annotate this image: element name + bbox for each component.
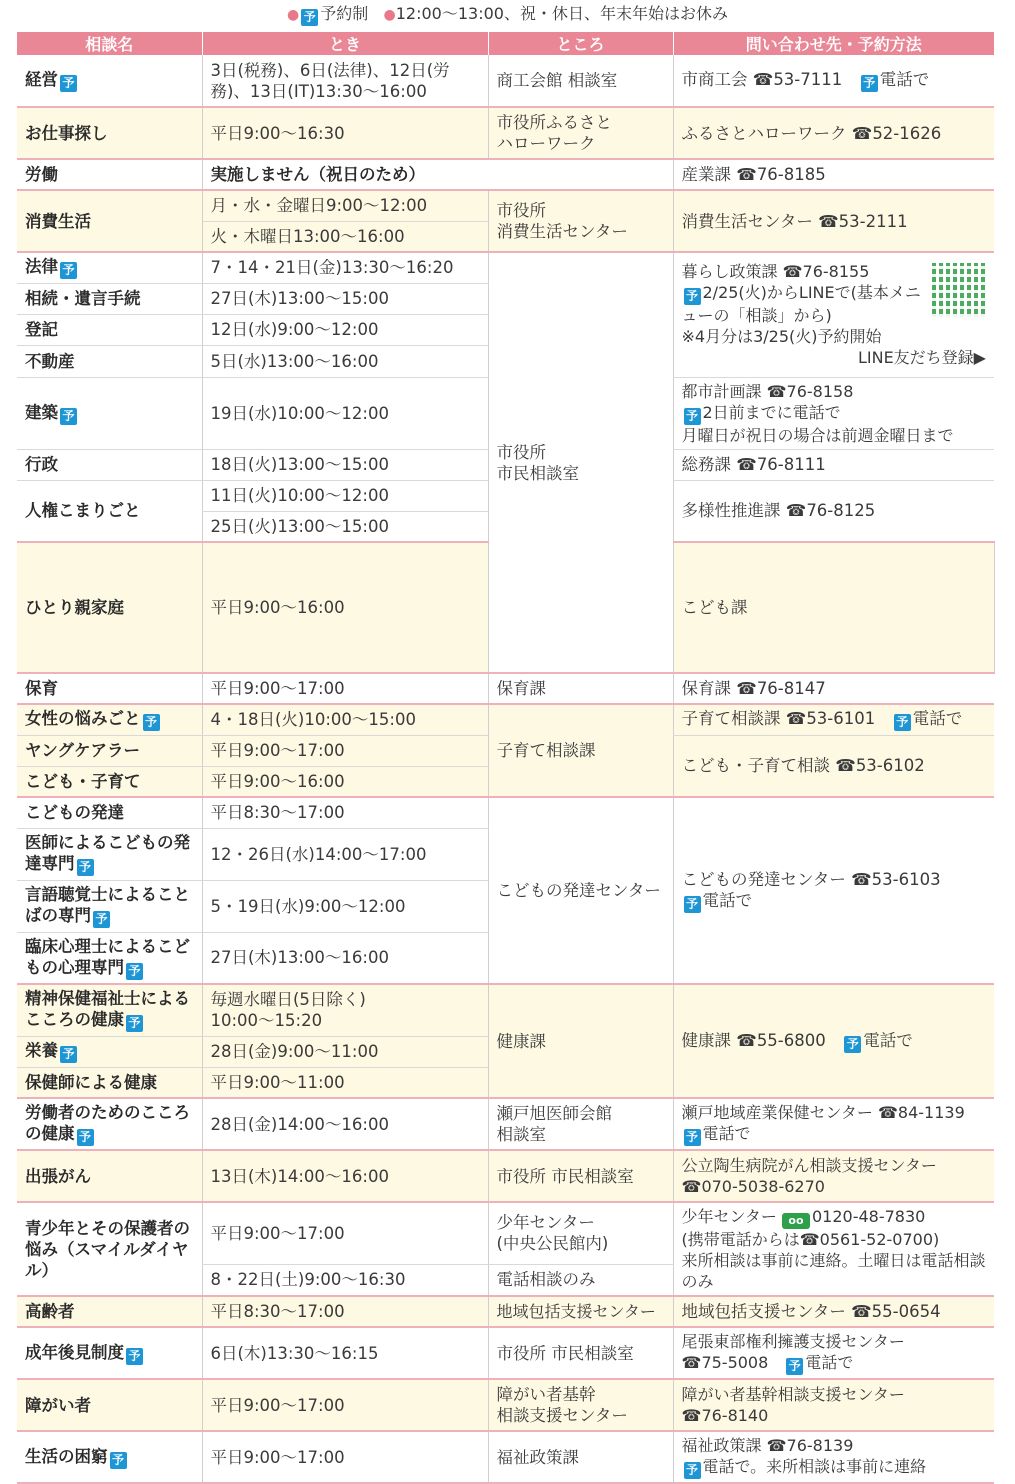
table-row: [17, 1202, 994, 1264]
consultation-contact: 少年センター oo 0120-48-7830 (携帯電話からは☎0561-52-0700) 来所相談は事前に連絡。土曜日は電話相談のみ: [673, 1202, 994, 1296]
consultation-where: 市役所 市民相談室: [488, 1150, 673, 1202]
reservation-icon: 予: [684, 896, 701, 913]
consultation-when: 平日9:00～16:00: [202, 542, 488, 673]
consultation-contact: ふるさとハローワーク ☎52-1626: [673, 107, 994, 159]
table-row: [17, 673, 994, 704]
table-row: [17, 984, 994, 1036]
phone-icon: ☎: [851, 1302, 872, 1321]
reservation-icon: 予: [301, 9, 318, 26]
consultation-contact: 公立陶生病院がん相談支援センター ☎070-5038-6270: [673, 1150, 994, 1202]
consultation-where: 瀬戸旭医師会館 相談室: [488, 1098, 673, 1150]
phone-icon: ☎: [766, 1436, 787, 1455]
consultation-when: 平日9:00～16:30: [202, 107, 488, 159]
consultation-when: 3日(税務)、6日(法律)、12日(労務)、13日(IT)13:30～16:00: [202, 55, 488, 107]
reservation-icon: 予: [110, 1452, 127, 1469]
consultation-when: 平日9:00～17:00: [202, 735, 488, 766]
consultation-where: こども課: [673, 542, 994, 673]
reservation-icon: 予: [844, 1036, 861, 1053]
table-row: [17, 1431, 994, 1483]
consultation-when: 平日9:00～16:00: [202, 766, 488, 797]
consultation-contact: 産業課 ☎76-8185: [673, 159, 994, 190]
consultation-when: 19日(水)10:00～12:00: [202, 377, 488, 449]
reservation-icon: 予: [684, 1129, 701, 1146]
consultation-where: こどもの発達センター: [488, 797, 673, 984]
consultation-name: 行政: [17, 449, 202, 480]
table-row: [17, 1150, 994, 1202]
consultation-when: 25日(火)13:00～15:00: [202, 511, 488, 542]
consultation-name: 消費生活: [17, 190, 202, 252]
consultation-contact: 子育て相談課 ☎53-6101 予 電話で: [673, 704, 994, 735]
consultation-when: 6日(木)13:30～16:15: [202, 1327, 488, 1379]
consultation-table: [17, 32, 994, 1484]
phone-icon: ☎: [818, 211, 839, 231]
consultation-name: 青少年とその保護者の悩み（スマイルダイヤル）: [17, 1202, 202, 1296]
consultation-where: 商工会館 相談室: [488, 55, 673, 107]
reservation-icon: 予: [60, 262, 77, 279]
consultation-when: 13日(木)14:00～16:00: [202, 1150, 488, 1202]
phone-icon: ☎: [851, 869, 872, 889]
consultation-where: 障がい者基幹 相談支援センター: [488, 1379, 673, 1431]
header-name: 相談名: [17, 32, 202, 55]
consultation-when: 平日9:00～17:00: [202, 1202, 488, 1264]
reservation-icon: 予: [60, 408, 77, 425]
table-row: [17, 704, 994, 735]
consultation-where: 市役所 市民相談室: [488, 1327, 673, 1379]
header-when: とき: [202, 32, 488, 55]
consultation-contact: 消費生活センター ☎53-2111: [673, 190, 994, 252]
consultation-name: 医師によるこどもの発達専門 予: [17, 828, 202, 880]
table-row: [17, 159, 994, 190]
consultation-where: 福祉政策課: [488, 1431, 673, 1483]
consultation-when: 平日9:00～17:00: [202, 1379, 488, 1431]
consultation-name: こども・子育て: [17, 766, 202, 797]
consultation-when: 火・木曜日13:00～16:00: [202, 221, 488, 252]
reservation-icon: 予: [861, 75, 878, 92]
consultation-name: 労働者のためのこころの健康 予: [17, 1098, 202, 1150]
legend: [0, 0, 1015, 30]
reservation-icon: 予: [126, 963, 143, 980]
phone-icon: ☎: [766, 381, 787, 401]
consultation-contact: 保育課 ☎76-8147: [673, 673, 994, 704]
consultation-where: 地域包括支援センター: [488, 1296, 673, 1327]
consultation-contact: 尾張東部権利擁護支援センター ☎75-5008 予 電話で: [673, 1327, 994, 1379]
consultation-name: 出張がん: [17, 1150, 202, 1202]
reservation-icon: 予: [77, 859, 94, 876]
consultation-name: 経営 予: [17, 55, 202, 107]
table-row: [17, 1327, 994, 1379]
consultation-name: 栄養 予: [17, 1036, 202, 1067]
table-header: [17, 32, 994, 55]
reservation-icon: 予: [77, 1129, 94, 1146]
reservation-icon: 予: [684, 288, 701, 305]
phone-icon: ☎: [851, 123, 873, 143]
consultation-contact: 障がい者基幹相談支援センター ☎76-8140: [673, 1379, 994, 1431]
phone-icon: ☎: [877, 1103, 898, 1122]
consultation-contact: 市商工会 ☎53-7111 予 電話で: [673, 55, 994, 107]
consultation-name: 言語聴覚士によることばの専門 予: [17, 880, 202, 932]
consultation-contact: 多様性推進課 ☎76-8125: [673, 480, 994, 542]
closed-note: 12:00～13:00、祝・休日、年末年始はお休み: [395, 4, 728, 23]
consultation-when: 27日(木)13:00～15:00: [202, 283, 488, 314]
consultation-when: 平日9:00～11:00: [202, 1067, 488, 1098]
table-row: [17, 55, 994, 107]
consultation-contact: 地域包括支援センター ☎55-0654: [673, 1296, 994, 1327]
reservation-icon: 予: [684, 408, 701, 425]
line-register-link[interactable]: LINE友だち登録▶: [857, 348, 986, 368]
reservation-icon: 予: [60, 75, 77, 92]
consultation-when: 11日(火)10:00～12:00: [202, 480, 488, 511]
phone-icon: ☎: [736, 455, 757, 474]
consultation-when: 28日(金)14:00～16:00: [202, 1098, 488, 1150]
consultation-when: 5・19日(水)9:00～12:00: [202, 880, 488, 932]
consultation-when: 実施しません（祝日のため）: [202, 159, 673, 190]
consultation-when: 7・14・21日(金)13:30～16:20: [202, 252, 488, 283]
consultation-name: 労働: [17, 159, 202, 190]
consultation-name: 成年後見制度 予: [17, 1327, 202, 1379]
consultation-where: 保育課: [488, 673, 673, 704]
consultation-name: 高齢者: [17, 1296, 202, 1327]
table-row: [17, 1379, 994, 1431]
table-row: [17, 107, 994, 159]
consultation-when: 毎週水曜日(5日除く) 10:00～15:20: [202, 984, 488, 1036]
consultation-when: 平日8:30～17:00: [202, 797, 488, 828]
phone-icon: ☎: [681, 1406, 702, 1425]
phone-icon: ☎: [681, 1177, 702, 1196]
phone-icon: ☎: [736, 1030, 757, 1050]
consultation-when: 12日(水)9:00～12:00: [202, 314, 488, 345]
phone-icon: ☎: [736, 679, 757, 698]
consultation-name: 保育: [17, 673, 202, 704]
consultation-name: お仕事探し: [17, 107, 202, 159]
phone-icon: ☎: [782, 262, 803, 282]
phone-icon: ☎: [785, 709, 807, 729]
reservation-icon: 予: [60, 1046, 77, 1063]
consultation-contact: 健康課 ☎55-6800 予 電話で: [673, 984, 994, 1098]
reservation-icon: 予: [126, 1015, 143, 1032]
consultation-name: 法律 予: [17, 252, 202, 283]
consultation-where: 子育て相談課: [488, 704, 673, 797]
table-row: [17, 252, 994, 283]
consultation-name: 人権こまりごと: [17, 480, 202, 542]
consultation-when: 27日(木)13:00～16:00: [202, 932, 488, 984]
consultation-when: 平日8:30～17:00: [202, 1296, 488, 1327]
header-contact: 問い合わせ先・予約方法: [673, 32, 994, 55]
phone-icon: ☎: [835, 756, 856, 776]
header-where: ところ: [488, 32, 673, 55]
consultation-when: 月・水・金曜日9:00～12:00: [202, 190, 488, 221]
consultation-where: 市役所 消費生活センター: [488, 190, 673, 252]
consultation-contact: 総務課 ☎76-8111: [673, 449, 994, 480]
consultation-name: 不動産: [17, 345, 202, 377]
consultation-name: 登記: [17, 314, 202, 345]
consultation-contact: こどもの発達センター ☎53-6103 予 電話で: [673, 797, 994, 984]
consultation-name: こどもの発達: [17, 797, 202, 828]
consultation-contact: 暮らし政策課 ☎76-8155 予 2/25(火)からLINEで(基本メニューの「相談」から) ※4月分は3/25(火)予約開始 LINE友だち登録▶: [673, 252, 994, 377]
consultation-when: 8・22日(土)9:00～16:30: [202, 1264, 488, 1296]
consultation-where: 市役所 市民相談室: [488, 252, 673, 673]
consultation-name: ヤングケアラー: [17, 735, 202, 766]
consultation-where: 健康課: [488, 984, 673, 1098]
consultation-when: 4・18日(火)10:00～15:00: [202, 704, 488, 735]
consultation-name: 臨床心理士によるこどもの心理専門 予: [17, 932, 202, 984]
consultation-name: 相続・遺言手続: [17, 283, 202, 314]
bullet-icon: ●: [383, 7, 396, 23]
consultation-name: 精神保健福祉士によるこころの健康 予: [17, 984, 202, 1036]
consultation-name: ひとり親家庭: [17, 542, 202, 673]
consultation-contact: 瀬戸地域産業保健センター ☎84-1139 予 電話で: [673, 1098, 994, 1150]
consultation-where: 市役所ふるさと ハローワーク: [488, 107, 673, 159]
qr-code[interactable]: [932, 263, 986, 317]
consultation-name: 生活の困窮 予: [17, 1431, 202, 1483]
consultation-where: 電話相談のみ: [488, 1264, 673, 1296]
consultation-name: 建築 予: [17, 377, 202, 449]
phone-icon: ☎: [785, 501, 807, 521]
reservation-icon: 予: [126, 1348, 143, 1365]
consultation-name: 障がい者: [17, 1379, 202, 1431]
consultation-contact: 都市計画課 ☎76-8158 予 2日前までに電話で 月曜日が祝日の場合は前週金曜日まで: [673, 377, 994, 449]
reservation-icon: 予: [143, 714, 160, 731]
reservation-legend: 予約制: [320, 4, 369, 23]
consultation-name: 女性の悩みごと 予: [17, 704, 202, 735]
consultation-when: 28日(金)9:00～11:00: [202, 1036, 488, 1067]
consultation-when: 5日(水)13:00～16:00: [202, 345, 488, 377]
reservation-icon: 予: [786, 1358, 803, 1375]
reservation-icon: 予: [93, 911, 110, 928]
table-row: [17, 190, 994, 221]
phone-icon: ☎: [736, 165, 757, 184]
consultation-when: 平日9:00～17:00: [202, 1431, 488, 1483]
bullet-icon: ●: [287, 7, 300, 23]
phone-icon: ☎: [752, 70, 774, 89]
consultation-when: 12・26日(水)14:00～17:00: [202, 828, 488, 880]
reservation-icon: 予: [894, 714, 911, 731]
table-row: [17, 797, 994, 828]
freedial-icon: oo: [782, 1213, 810, 1229]
consultation-where: 少年センター (中央公民館内): [488, 1202, 673, 1264]
reservation-icon: 予: [684, 1462, 701, 1479]
consultation-contact: こども・子育て相談 ☎53-6102: [673, 735, 994, 797]
table-row: [17, 1098, 994, 1150]
table-row: [17, 1296, 994, 1327]
consultation-when: 18日(火)13:00～15:00: [202, 449, 488, 480]
phone-icon: ☎: [681, 1353, 702, 1372]
consultation-name: 保健師による健康: [17, 1067, 202, 1098]
consultation-when: 平日9:00～17:00: [202, 673, 488, 704]
consultation-contact: 福祉政策課 ☎76-8139 予 電話で。来所相談は事前に連絡: [673, 1431, 994, 1483]
